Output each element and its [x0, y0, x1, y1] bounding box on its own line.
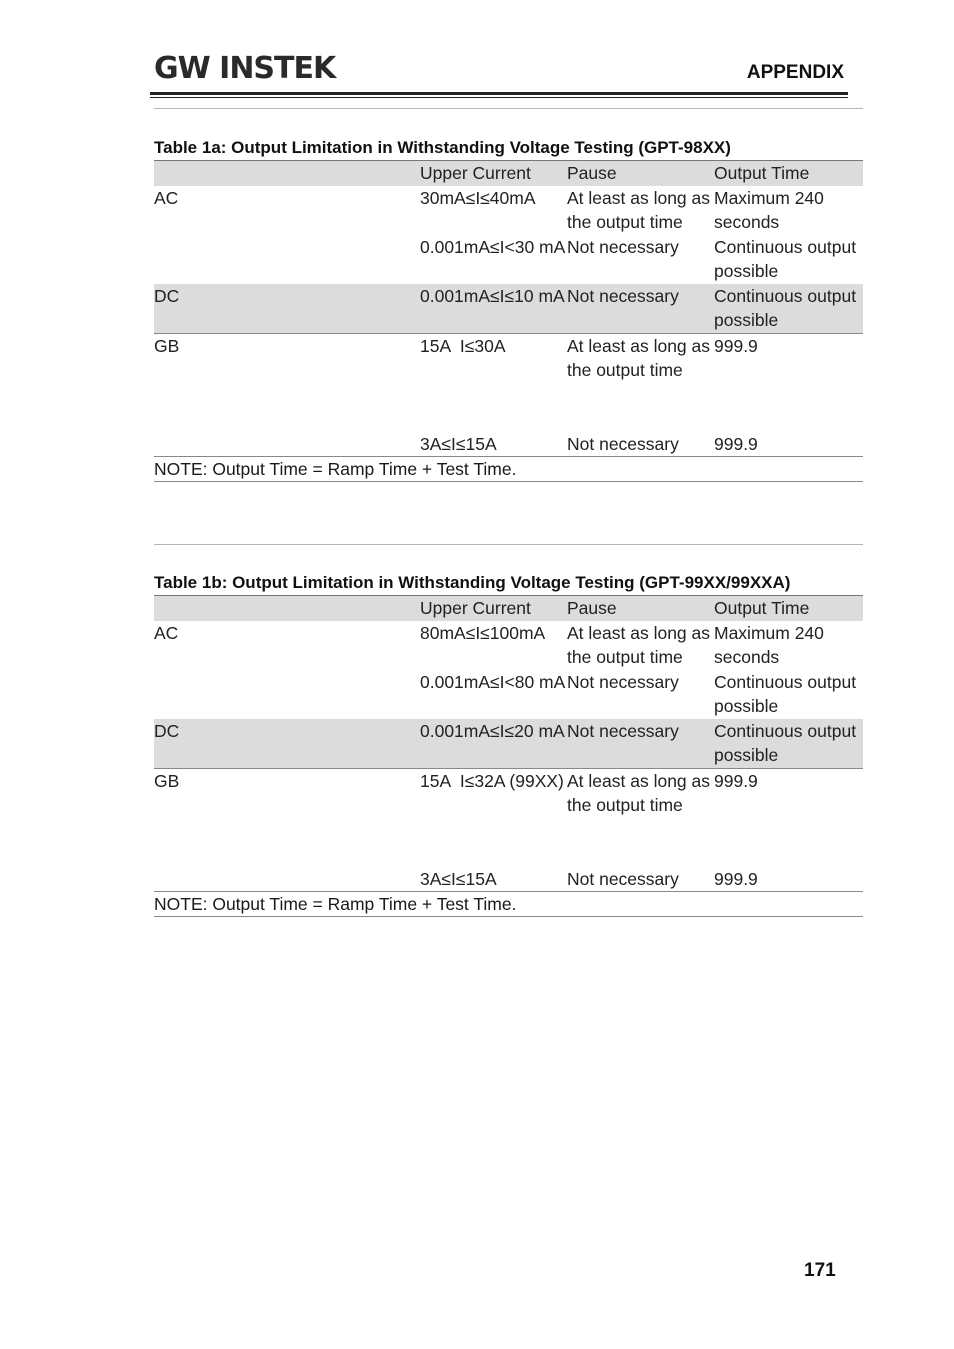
cell-mode: GB	[154, 335, 180, 356]
cell-time: 999.9	[714, 770, 758, 791]
cell-mode: AC	[154, 187, 179, 208]
table-row	[154, 867, 863, 892]
cell-mode	[154, 432, 420, 457]
cell-mode: GB	[154, 770, 180, 791]
table-title: Table 1a: Output Limitation in Withstanding Voltage Testing (GPT-98XX)	[154, 136, 863, 161]
cell-current: 15A I≤32A (99XX)	[420, 770, 564, 791]
cell-current: 0.001mA≤I<80 mA	[420, 671, 566, 692]
cell-pause: Not necessary	[567, 433, 679, 454]
column-header: Output Time	[714, 598, 810, 618]
header-rule	[150, 92, 848, 95]
column-header: Pause	[567, 598, 617, 618]
cell-current: 15A I≤30A	[420, 335, 506, 356]
cell-current: 0.001mA≤I<30 mA	[420, 236, 566, 257]
table-header-row	[154, 596, 863, 621]
cell-pause: Not necessary	[567, 236, 679, 257]
cell-time: 999.9	[714, 335, 758, 356]
cell-time: 999.9	[714, 868, 758, 889]
cell-pause: Not necessary	[567, 720, 679, 741]
column-header	[154, 596, 420, 621]
cell-time: Continuous output possible	[714, 236, 861, 281]
cell-mode	[154, 867, 420, 892]
table-note: NOTE: Output Time = Ramp Time + Test Time.	[154, 891, 863, 917]
gw-instek-logo: GW INSTEK	[154, 51, 336, 86]
cell-current: 0.001mA≤I≤20 mA	[420, 720, 565, 741]
cell-current: 80mA≤I≤100mA	[420, 622, 546, 643]
cell-time: Continuous output possible	[714, 285, 861, 330]
cell-pause: At least as long as the output time	[567, 187, 715, 232]
table-row	[154, 432, 863, 457]
cell-pause: Not necessary	[567, 671, 679, 692]
section-title: APPENDIX	[746, 62, 844, 83]
table-1a	[154, 136, 863, 482]
header-rule-thin	[150, 97, 848, 98]
cell-time: Continuous output possible	[714, 720, 861, 765]
table-1b	[154, 571, 863, 917]
cell-time: Maximum 240 seconds	[714, 187, 829, 232]
table-row	[154, 235, 863, 284]
table-title: Table 1b: Output Limitation in Withstanding Voltage Testing (GPT-99XX/99XXA)	[154, 571, 863, 596]
cell-pause: At least as long as the output time	[567, 335, 715, 380]
cell-mode: AC	[154, 622, 179, 643]
cell-current: 3A≤I≤15A	[420, 433, 497, 454]
table-row	[154, 186, 863, 235]
table-row	[154, 769, 863, 867]
table-row	[154, 284, 863, 334]
cell-time: 999.9	[714, 433, 758, 454]
table-row	[154, 621, 863, 670]
cell-current: 0.001mA≤I≤10 mA	[420, 285, 565, 306]
cell-current: 30mA≤I≤40mA	[420, 187, 536, 208]
table-row	[154, 670, 863, 719]
column-header	[154, 161, 420, 186]
column-header: Output Time	[714, 163, 810, 183]
cell-time: Maximum 240 seconds	[714, 622, 829, 667]
column-header: Pause	[567, 163, 617, 183]
table-header-row	[154, 161, 863, 186]
cell-pause: Not necessary	[567, 868, 679, 889]
cell-pause: At least as long as the output time	[567, 622, 715, 667]
table-row	[154, 334, 863, 432]
divider	[154, 108, 863, 109]
cell-mode: DC	[154, 285, 180, 306]
cell-mode: DC	[154, 720, 180, 741]
column-header: Upper Current	[420, 598, 531, 618]
table-row	[154, 719, 863, 769]
cell-pause: At least as long as the output time	[567, 770, 715, 815]
cell-mode	[154, 235, 420, 284]
cell-time: Continuous output possible	[714, 671, 861, 716]
cell-current: 3A≤I≤15A	[420, 868, 497, 889]
table-note: NOTE: Output Time = Ramp Time + Test Time.	[154, 456, 863, 482]
divider	[154, 544, 863, 545]
page-number: 171	[804, 1260, 836, 1281]
column-header: Upper Current	[420, 163, 531, 183]
cell-mode	[154, 670, 420, 719]
cell-pause: Not necessary	[567, 285, 679, 306]
